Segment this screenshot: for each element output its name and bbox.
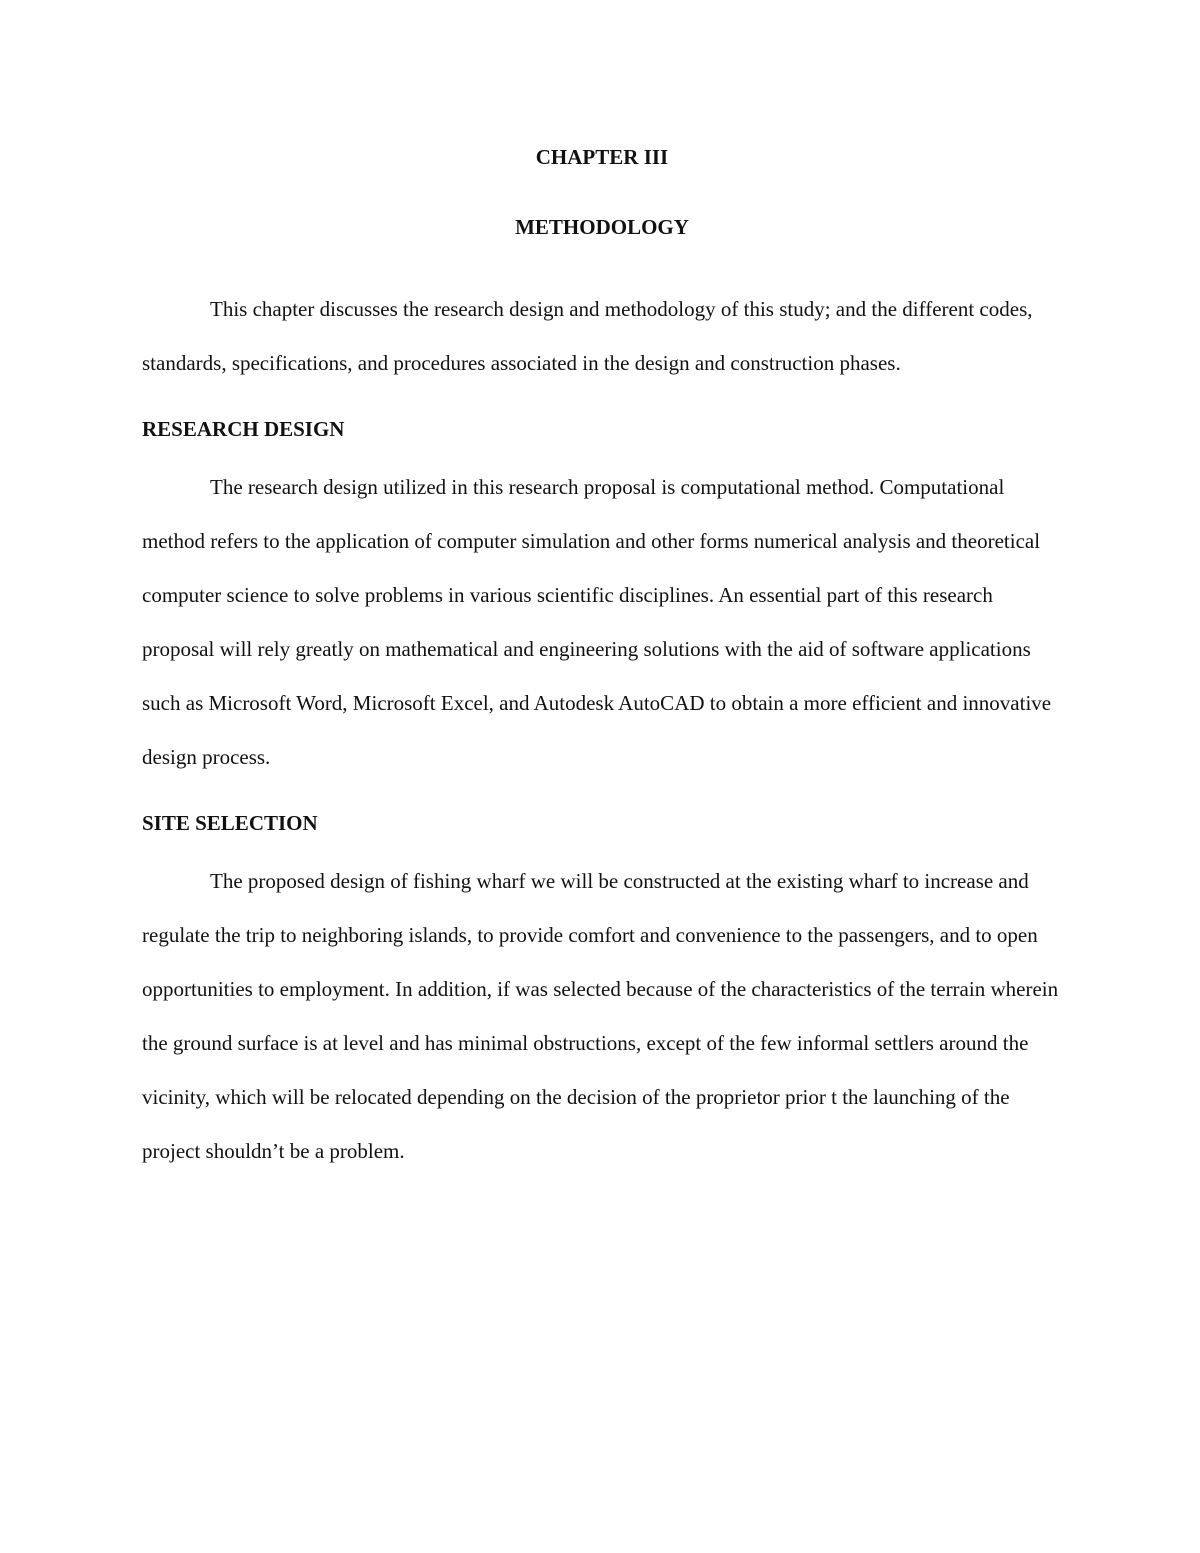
section-heading-site-selection: SITE SELECTION [142,811,318,835]
main-title: METHODOLOGY [515,215,689,239]
site-selection-paragraph: The proposed design of fishing wharf we will be constructed at the existing wharf to increase and regulate the trip to neighboring islands, to provide comfort and convenience to the passengers, and to open opportunities to employment. In addition, if was selected because of the characteristics of the terrain wherein the ground surface is at level and has minimal obstructions, except of the few informal settlers around the vicinity, which will be relocated depending on the decision of the proprietor prior t the launching of the project shouldn’t be a problem. [142,869,1059,1163]
document-body [142,142,1062,1178]
research-design-paragraph: The research design utilized in this research proposal is computational method. Computational method refers to the application of computer simulation and other forms numerical analysis and theoretical computer science to solve problems in various scientific disciplines. An essential part of this research proposal will rely greatly on mathematical and engineering solutions with the aid of software applications such as Microsoft Word, Microsoft Excel, and Autodesk AutoCAD to obtain a more efficient and innovative design process. [142,475,1052,769]
chapter-title: CHAPTER III [535,145,669,169]
intro-paragraph: This chapter discusses the research design and methodology of this study; and the different codes, standards, specifications, and procedures associated in the design and construction phases. [142,297,1033,375]
section-heading-research-design: RESEARCH DESIGN [142,417,345,441]
